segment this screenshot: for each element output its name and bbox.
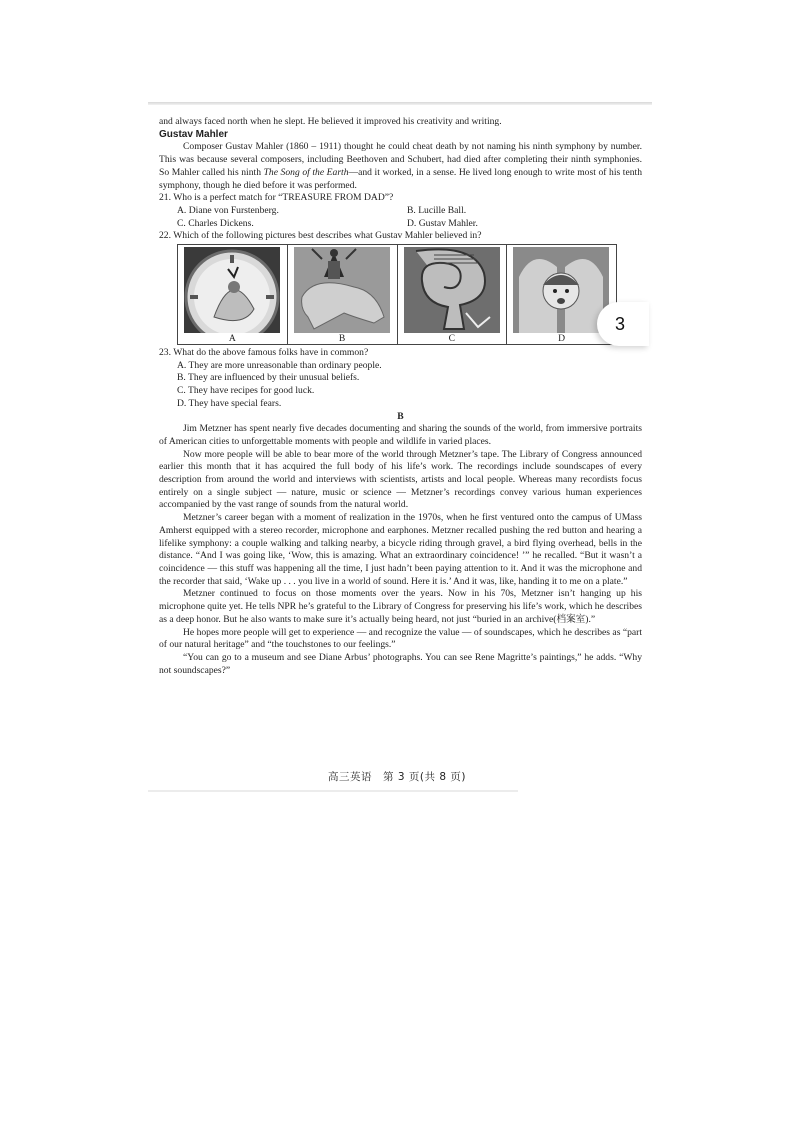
q22-label-d: D xyxy=(558,333,566,345)
q22-picture-table xyxy=(177,244,617,345)
q22-label-b: B xyxy=(338,333,346,345)
q23-option-d[interactable]: D. They have special fears. xyxy=(177,397,282,409)
music-nine-image xyxy=(404,247,500,333)
bottom-rule xyxy=(148,790,518,792)
symphony-title: The Song of the Earth xyxy=(263,166,349,178)
mahler-paragraph: Composer Gustav Mahler (1860 – 1911) thought he could cheat death by not naming his ninth symphony by number. This was because several composers, including Beethoven and Schubert, had died after completing their ninth symphonies. So Mahler called his ninth The Song of the Earth—and it worked, in a sense. He lived long enough to write most of his tenth symphony, though he died before it was performed. xyxy=(159,141,642,191)
q22-picture-b[interactable] xyxy=(288,245,398,344)
mahler-heading: Gustav Mahler xyxy=(159,128,228,140)
passage-b-paragraph-2: Now more people will be able to bear more of the world through Metzner’s tape. The Library of Congress announced earlier this month that it has acquired the full body of his life’s work. The recordings include soundscapes of every description from around the world and interviews with scientists, artists and local people. Whereas many recordists focus entirely on a single subject — nature, music or science — Metzner’s recordings convey various human experiences accompanied by the vast range of sounds from the natural world. xyxy=(159,448,642,511)
carry-over-text: and always faced north when he slept. He believed it improved his creativity and writing. xyxy=(159,116,502,127)
q21-option-b[interactable]: B. Lucille Ball. xyxy=(407,204,467,216)
q22-stem: 22. Which of the following pictures best describes what Gustav Mahler believed in? xyxy=(159,230,482,242)
q21-option-a[interactable]: A. Diane von Furstenberg. xyxy=(177,204,279,216)
q22-picture-a[interactable] xyxy=(178,245,288,344)
passage-b-paragraph-4: Metzner continued to focus on those moments over the years. Now in his 70s, Metzner isn’t hanging up his microphone quite yet. He tells NPR he’s grateful to the Library of Congress for preserving his life’s work, which he describes as a deep honor. But he also wants to make sure it’s actually being heard, not just “buried in an archive(档案室).” xyxy=(159,588,642,625)
passage-b-paragraph-6: “You can go to a museum and see Diane Arbus’ photographs. You can see Rene Magritte’s paintings,” he adds. “Why not soundscapes?” xyxy=(159,651,642,676)
shoe-image xyxy=(294,247,390,333)
page-footer: 高三英语 第 3 页(共 8 页) xyxy=(328,771,466,783)
passage-b-paragraph-5: He hopes more people will get to experience — and recognize the value — of soundscapes, which he describes as “part of our natural heritage” and “the touchstones to our feelings.” xyxy=(159,626,643,651)
q21-option-d[interactable]: D. Gustav Mahler. xyxy=(407,217,478,229)
q21-options-row2 xyxy=(159,218,642,231)
passage-b-paragraph-3: Metzner’s career began with a moment of realization in the 1970s, when he first ventured onto the campus of UMass Amherst equipped with a stereo recorder, microphone and earphones. Metzner recalled pushing the red button and hearing a lifelike symphony: a couple walking and talking nearby, a bicycle riding through gravel, a bird flying overhead, bells in the distance. “And I was going like, ‘Wow, this is amazing. What an extraordinary coincidence! ’” he recalled. “But it wasn’t a coincidence — this stuff was happening all the time, I just hadn’t been paying attention to it. And it was the microphone and the recorder that said, ‘Wake up . . . you live in a world of sound. Here it is.’ And it was, like, handing it to me on a plate.” xyxy=(159,512,642,587)
q23-option-a[interactable]: A. They are more unreasonable than ordinary people. xyxy=(177,359,382,371)
passage-b-paragraph-1: Jim Metzner has spent nearly five decades documenting and sharing the sounds of the world, from immersive portraits of American cities to unforgettable moments with people and wildlife in varied places. xyxy=(159,423,642,447)
page-number-badge[interactable]: 3 xyxy=(597,302,649,346)
q23-option-b[interactable]: B. They are influenced by their unusual beliefs. xyxy=(177,372,360,384)
top-rule xyxy=(148,102,652,105)
q22-label-a: A xyxy=(228,333,236,345)
exam-page-content xyxy=(159,116,642,677)
q23-option-c[interactable]: C. They have recipes for good luck. xyxy=(177,385,315,397)
q21-options-row1 xyxy=(159,205,642,218)
q21-stem: 21. Who is a perfect match for “TREASURE FROM DAD”? xyxy=(159,192,394,204)
q22-picture-c[interactable] xyxy=(398,245,508,344)
clock-image xyxy=(184,247,280,333)
frightened-face-image xyxy=(513,247,609,333)
section-b-heading: B xyxy=(397,410,404,422)
q21-option-c[interactable]: C. Charles Dickens. xyxy=(177,217,254,229)
q22-label-c: C xyxy=(448,333,456,345)
q23-stem: 23. What do the above famous folks have in common? xyxy=(159,347,369,359)
